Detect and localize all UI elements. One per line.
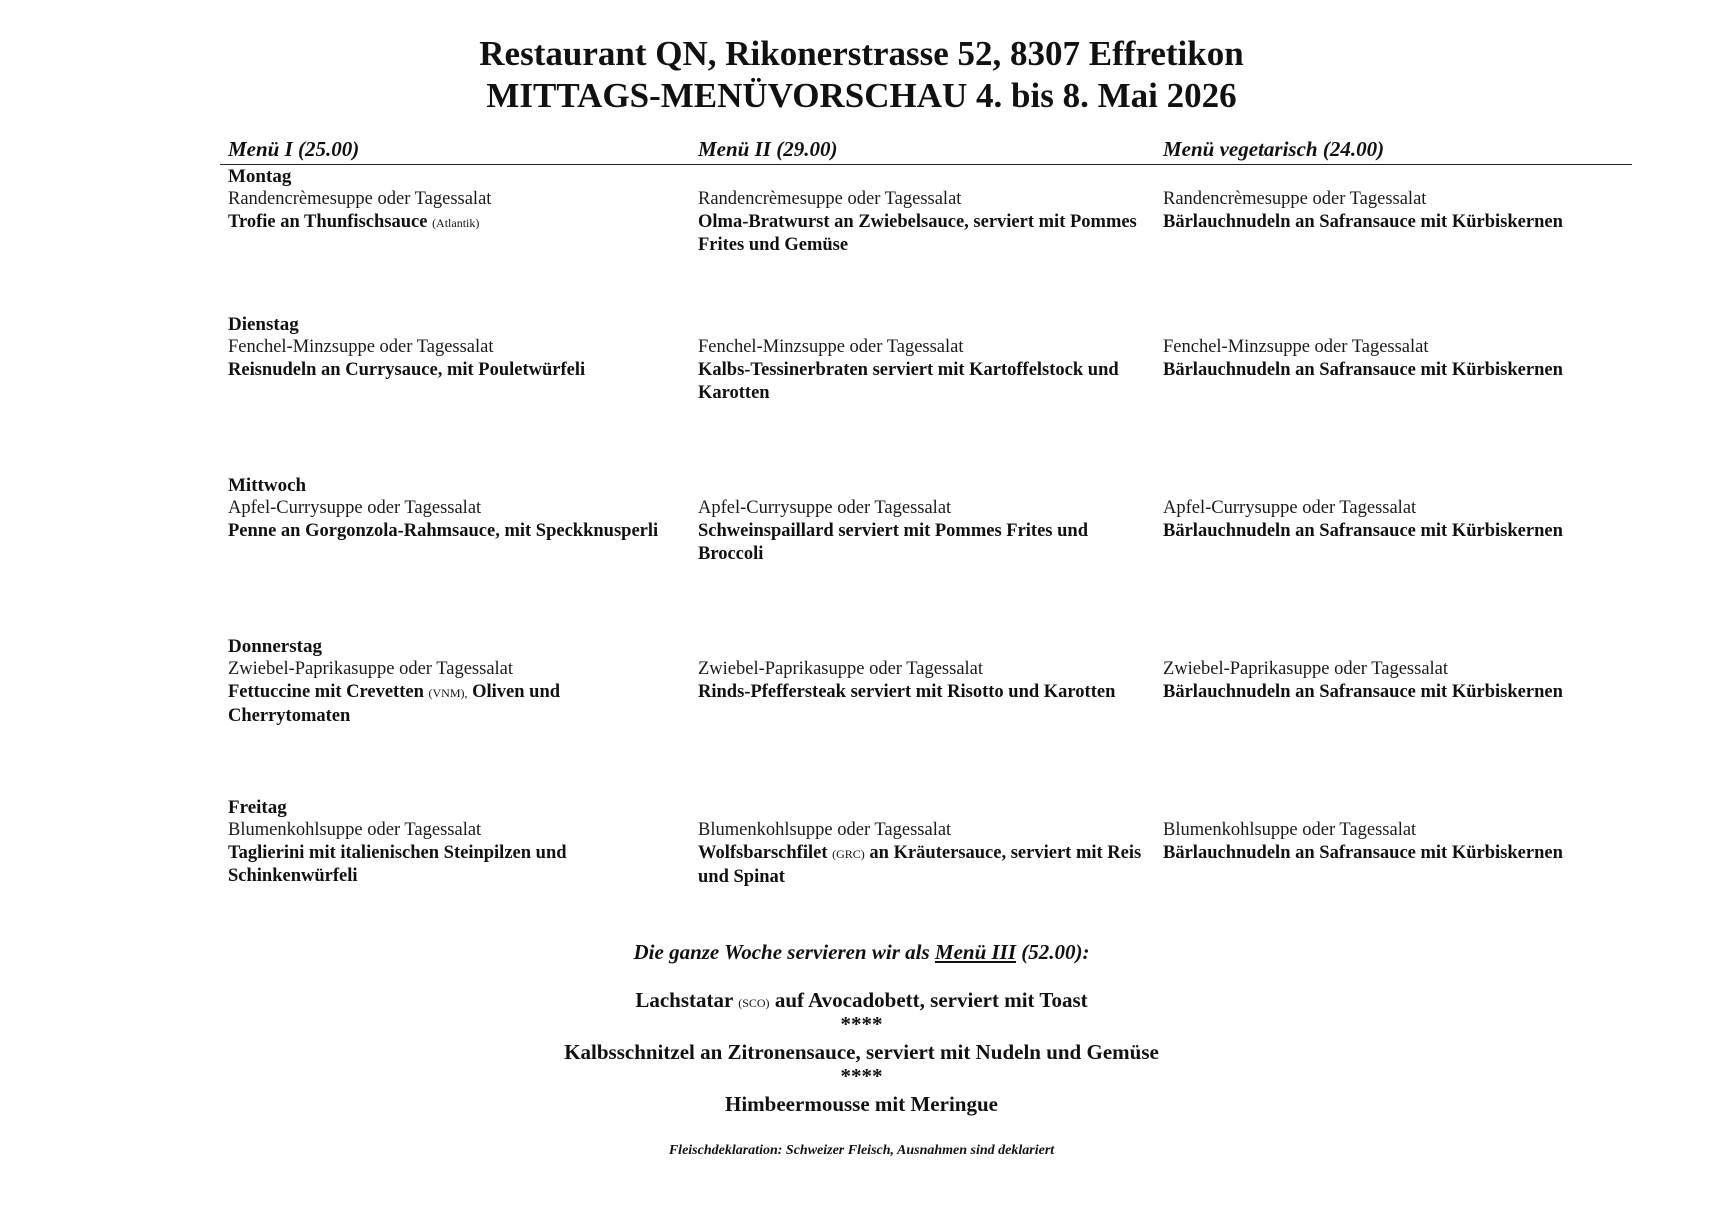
menu-iii-label: Menü III bbox=[934, 940, 1017, 964]
header-divider bbox=[220, 164, 1632, 165]
menu1-dish: Penne an Gorgonzola-Rahmsauce, mit Speckknusperli bbox=[228, 521, 659, 541]
menu1-dish: Reisnudeln an Currysauce, mit Pouletwürfeli bbox=[228, 360, 586, 380]
menu1-soup: Randencrèmesuppe oder Tagessalat bbox=[228, 189, 492, 209]
menu1-soup: Zwiebel-Paprikasuppe oder Tagessalat bbox=[228, 659, 514, 679]
menu3-soup: Apfel-Currysuppe oder Tagessalat bbox=[1163, 498, 1417, 518]
menu2-soup: Fenchel-Minzsuppe oder Tagessalat bbox=[698, 337, 964, 357]
menu2-dish: Wolfsbarschfilet (GRC) an Kräutersauce, serviert mit Reis und Spinat bbox=[698, 843, 1142, 887]
course-separator: **** bbox=[840, 1064, 883, 1088]
day-label: Mittwoch bbox=[228, 475, 307, 496]
menu1-dish: Taglierini mit italienischen Steinpilzen und Schinkenwürfeli bbox=[228, 843, 567, 886]
menu3-soup: Blumenkohlsuppe oder Tagessalat bbox=[1163, 820, 1417, 840]
origin-note: (VNM), bbox=[428, 686, 468, 700]
column-header-menu-1: Menü I (25.00) bbox=[228, 137, 360, 161]
menu3-dish: Bärlauchnudeln an Safransauce mit Kürbiskernen bbox=[1163, 843, 1563, 863]
weekly-course-starter: Lachstatar (SCO) auf Avocadobett, serviert mit Toast bbox=[635, 988, 1088, 1012]
menu1-soup: Blumenkohlsuppe oder Tagessalat bbox=[228, 820, 482, 840]
menu2-soup: Zwiebel-Paprikasuppe oder Tagessalat bbox=[698, 659, 984, 679]
menu3-dish: Bärlauchnudeln an Safransauce mit Kürbiskernen bbox=[1163, 360, 1563, 380]
origin-note: (GRC) bbox=[832, 847, 865, 861]
weekly-course-dessert: Himbeermousse mit Meringue bbox=[725, 1092, 998, 1116]
menu-preview-title: MITTAGS-MENÜVORSCHAU 4. bis 8. Mai 2026 bbox=[486, 76, 1237, 115]
course-separator: **** bbox=[840, 1012, 883, 1036]
column-header-menu-2: Menü II (29.00) bbox=[698, 137, 838, 161]
menu1-dish: Fettuccine mit Crevetten (VNM), Oliven und Cherrytomaten bbox=[228, 682, 561, 726]
menu2-soup: Randencrèmesuppe oder Tagessalat bbox=[698, 189, 962, 209]
menu1-dish: Trofie an Thunfischsauce (Atlantik) bbox=[228, 212, 480, 232]
menu3-dish: Bärlauchnudeln an Safransauce mit Kürbiskernen bbox=[1163, 682, 1563, 702]
weekly-menu-intro: Die ganze Woche servieren wir als Menü III (52.00): bbox=[633, 940, 1090, 964]
menu1-soup: Apfel-Currysuppe oder Tagessalat bbox=[228, 498, 482, 518]
menu2-dish: Schweinspaillard serviert mit Pommes Frites und Broccoli bbox=[698, 521, 1088, 564]
day-label: Donnerstag bbox=[228, 636, 322, 657]
meat-declaration-footer: Fleischdeklaration: Schweizer Fleisch, Ausnahmen sind deklariert bbox=[668, 1143, 1055, 1158]
origin-note: (SCO) bbox=[738, 996, 770, 1010]
menu2-soup: Blumenkohlsuppe oder Tagessalat bbox=[698, 820, 952, 840]
menu3-soup: Fenchel-Minzsuppe oder Tagessalat bbox=[1163, 337, 1429, 357]
menu2-soup: Apfel-Currysuppe oder Tagessalat bbox=[698, 498, 952, 518]
day-label: Montag bbox=[228, 166, 292, 187]
menu2-dish: Rinds-Pfeffersteak serviert mit Risotto und Karotten bbox=[698, 682, 1116, 702]
restaurant-title: Restaurant QN, Rikonerstrasse 52, 8307 Effretikon bbox=[479, 34, 1244, 73]
menu2-dish: Kalbs-Tessinerbraten serviert mit Kartoffelstock und Karotten bbox=[698, 360, 1119, 403]
menu3-soup: Randencrèmesuppe oder Tagessalat bbox=[1163, 189, 1427, 209]
menu1-soup: Fenchel-Minzsuppe oder Tagessalat bbox=[228, 337, 494, 357]
origin-note: (Atlantik) bbox=[432, 216, 480, 230]
menu3-soup: Zwiebel-Paprikasuppe oder Tagessalat bbox=[1163, 659, 1449, 679]
menu3-dish: Bärlauchnudeln an Safransauce mit Kürbiskernen bbox=[1163, 521, 1563, 541]
column-header-menu-vegetarian: Menü vegetarisch (24.00) bbox=[1163, 137, 1385, 161]
menu2-dish: Olma-Bratwurst an Zwiebelsauce, serviert mit Pommes Frites und Gemüse bbox=[698, 212, 1137, 255]
day-label: Freitag bbox=[228, 797, 287, 818]
menu3-dish: Bärlauchnudeln an Safransauce mit Kürbiskernen bbox=[1163, 212, 1563, 232]
weekly-course-main: Kalbsschnitzel an Zitronensauce, serviert mit Nudeln und Gemüse bbox=[564, 1040, 1159, 1064]
day-label: Dienstag bbox=[228, 314, 299, 335]
